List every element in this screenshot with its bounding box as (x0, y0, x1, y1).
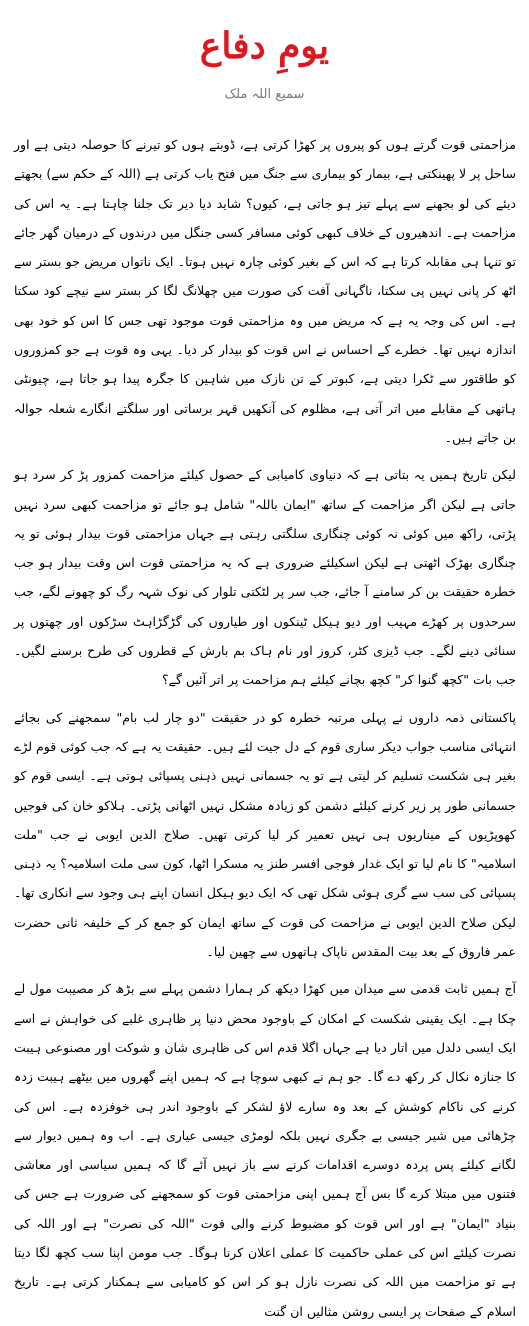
paragraph-1: مزاحمتی قوت گرتے ہوں کو پیروں پر کھڑا کرتی ہے، ڈوبتے ہوں کو تیرنے کا حوصلہ دیتی ہے اور ساحل پر لا پھینکتی ہے، بیمار کو بیماری سے جنگ میں فتح یاب کرتی ہے (اللہ کے حکم سے) بجھتے دیئے کی لو بجھنے سے پہلے تیز ہو جاتی ہے، کیوں؟ شاید دیا دیر تک جلنا چاہتا ہے۔ یہ اس کی مزاحمت ہے۔ اندھیروں کے خلاف کبھی کوئی مسافر کسی جنگل میں درندوں کے درمیان گھر جائے تو تنہا ہی مقابلہ کرتا ہے کہ اس کے بغیر کوئی چارہ نہیں ہوتا۔ ایک ناتواں مریض جو بستر سے اٹھ کر پانی نہیں پی سکتا، ناگہانی آفت کی صورت میں چھلانگ لگا کر بستر سے نیچے کود سکتا ہے۔ اس کی وجہ یہ ہے کہ مریض میں وہ مزاحمتی قوت موجود تھی جس کا اس کو خود بھی اندازہ نہیں تھا۔ خطرے کے احساس نے اس قوت کو بیدار کر دیا۔ یہی وہ قوت ہے جو کمزوروں کو طاقتور سے ٹکرا دیتی ہے، کبوتر کے تن نازک میں شاہین کا جگرہ پیدا ہو جاتا ہے، چیونٹی ہاتھی کے مقابلے میں اتر آتی ہے، مظلوم کی آنکھیں قہر برساتی اور سلگتے انگارے شعلہ جوالہ بن جاتے ہیں۔ (14, 137, 516, 445)
article-body (14, 130, 516, 1319)
paragraph-4: آج ہمیں ثابت قدمی سے میدان میں کھڑا دیکھ کر ہمارا دشمن پہلے سے بڑھ کر مصیبت مول لے چکا ہے۔ ایک یقینی شکست کے امکان کے باوجود محض دنیا پر ظاہری غلبے کی خواہش نے اسے ایک ایسی دلدل میں اتار دیا ہے جہاں اگلا قدم اس کی ظاہری شان و شوکت اور مصنوعی ہیبت کا جنازہ نکال کر رکھ دے گا۔ جو ہم نے کبھی سوچا ہے کہ ہمیں اپنے گھروں میں بیٹھے ہیبت زدہ کرنے کی ناکام کوشش کے بعد وہ سارے لاؤ لشکر کے باوجود اندر ہی خوفزدہ ہے۔ اس کی چڑھائی میں شیر جیسی بے جگری نہیں بلکہ لومڑی جیسی عیاری ہے۔ اب وہ ہمیں دیوار سے لگانے کیلئے پس پردہ دوسرے اقدامات کرنے سے باز نہیں آئے گا کہ ہمیں سیاسی اور معاشی فتنوں میں مبتلا کرے گا بس آج ہمیں اپنی مزاحمتی قوت کو سمجھنے کی ضرورت ہے جس کی بنیاد "ایمان" ہے اور اس قوت کو مضبوط کرنے والی قوت "اللہ کی نصرت" ہے اور اللہ کی نصرت کیلئے اس کی عملی حاکمیت کا عملی اعلان کرنا ہوگا۔ جب مومن اپنا سب کچھ لگا دیتا ہے تو مزاحمت میں اللہ کی نصرت نازل ہو کر اس کو کامیابی سے ہمکنار کرتی ہے۔ تاریخ اسلام کے صفحات پر ایسی روشن مثالیں ان گنت (14, 981, 516, 1319)
paragraph-2: لیکن تاریخ ہمیں یہ بتاتی ہے کہ دنیاوی کامیابی کے حصول کیلئے مزاحمت کمزور پڑ کر سرد ہو جاتی ہے لیکن اگر مزاحمت کے ساتھ "ایمان باللہ" شامل ہو جائے تو مزاحمت کبھی سرد نہیں پڑتی، راکھ میں کوئی نہ کوئی چنگاری سلگتی رہتی ہے جہاں مزاحمتی قوت بیدار ہوئی تو یہ چنگاری بھڑک اٹھتی ہے لیکن اسکیلئے ضروری ہے کہ یہ مزاحمتی قوت اس وقت بیدار ہو جب خطرہ حقیقت بن کر سامنے آ جائے، جب سر پر لٹکتی تلوار کی نوک شہہ رگ کو چھونے لگے، جب سرحدوں پر کھڑے مہیب اور دیو ہیکل ٹینکوں اور طیاروں کی گڑگڑاہٹ سڑکوں اور چھتوں پر سنائی دینے لگے۔ جب ڈیزی کٹر، کروز اور نام ہاک بم بارش کے قطروں کی طرح برسنے لگیں۔ جب بات "کچھ گنوا کر" کچھ بچانے کیلئے ہم مزاحمت پر اتر آئیں گے؟ (14, 467, 516, 688)
article-author: سمیع اللہ ملک (224, 87, 305, 102)
paragraph-3: پاکستانی ذمہ داروں نے پہلی مرتبہ خطرہ کو در حقیقت "دو چار لب بام" سمجھنے کی بجائے انتہائی مناسب جواب دیکر ساری قوم کے دل جیت لئے ہیں۔ حقیقت یہ ہے کہ جب کوئی قوم لڑے بغیر ہی شکست تسلیم کر لیتی ہے تو یہ جسمانی نہیں ذہنی پسپائی ہوتی ہے۔ ایسی قوم کو جسمانی طور پر زیر کرنے کیلئے دشمن کو زیادہ مشکل نہیں اٹھانی پڑتی۔ ہلاکو خان کی فوجیں کھوپڑیوں کے میناریوں ہی نہیں تعمیر کر لیا کرتی تھیں۔ صلاح الدین ایوبی نے جب "ملت اسلامیہ" کا نام لیا تو ایک غدار فوجی افسر طنز یہ مسکرا اٹھا، کون سی ملت اسلامیہ؟ یہ ذہنی پسپائی کی سب سے گری ہوئی شکل تھی کہ ایک دیو ہیکل انسان اپنے ہی وجود سے انکاری تھا۔ لیکن صلاح الدین ایوبی نے مزاحمت کی قوت کے ساتھ ایمان کو جمع کر کے خلیفہ ثانی حضرت عمر فاروق کے بعد بیت المقدس ناپاک ہاتھوں سے چھین لیا۔ (14, 709, 516, 960)
article-title: یومِ دفاع (199, 25, 330, 67)
